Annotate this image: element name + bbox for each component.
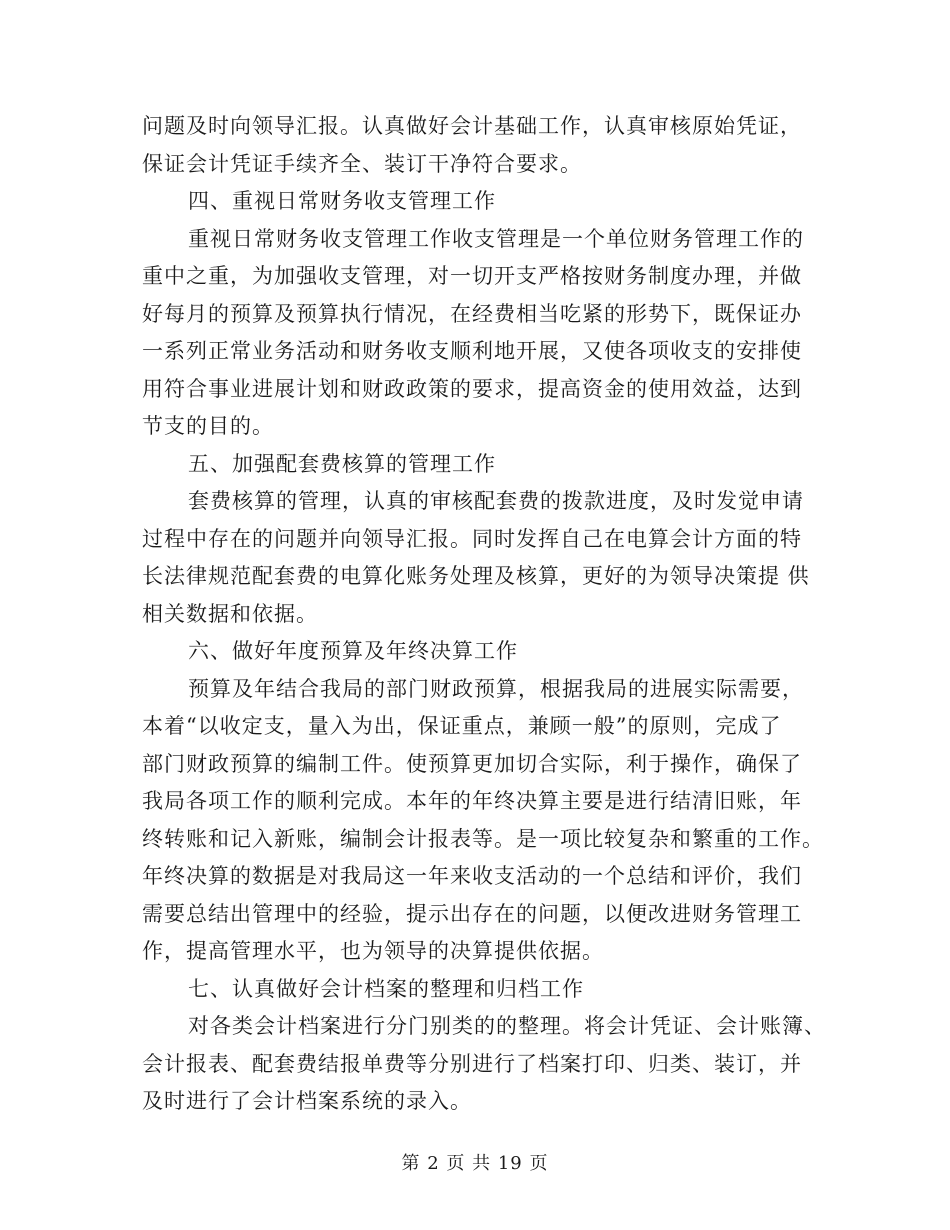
paragraph-line: 对各类会计档案进行分门别类的的整理。将会计凭证、会计账簿、: [188, 1014, 826, 1038]
paragraph-line: 节支的目的。: [142, 414, 274, 438]
paragraph-line: 会计报表、配套费结报单费等分别进行了档案打印、归类、装订，并: [142, 1052, 802, 1076]
paragraph-line: 过程中存在的问题并向领导汇报。同时发挥自己在电算会计方面的特: [142, 527, 802, 551]
section-heading: 七、认真做好会计档案的整理和归档工作: [188, 977, 584, 1001]
paragraph-line: 终转账和记入新账，编制会计报表等。是一项比较复杂和繁重的工作。: [142, 827, 824, 851]
paragraph-line: 套费核算的管理，认真的审核配套费的拨款进度，及时发觉申请: [188, 489, 804, 513]
section-heading: 四、重视日常财务收支管理工作: [188, 189, 496, 213]
paragraph-line: 作，提高管理水平，也为领导的决算提供依据。: [142, 939, 604, 963]
paragraph-line: 本着“以收定支，量入为出，保证重点，兼顾一般”的原则，完成了: [142, 714, 782, 738]
paragraph-line: 重视日常财务收支管理工作收支管理是一个单位财务管理工作的: [188, 227, 804, 251]
paragraph-line: 好每月的预算及预算执行情况，在经费相当吃紧的形势下，既保证办: [142, 302, 802, 326]
paragraph-line: 及时进行了会计档案系统的录入。: [142, 1089, 472, 1113]
paragraph-line: 问题及时向领导汇报。认真做好会计基础工作，认真审核原始凭证，: [142, 114, 802, 138]
section-heading: 六、做好年度预算及年终决算工作: [188, 639, 518, 663]
paragraph-line: 保证会计凭证手续齐全、装订干净符合要求。: [142, 152, 582, 176]
paragraph-line: 相关数据和依据。: [142, 602, 318, 626]
paragraph-line: 年终决算的数据是对我局这一年来收支活动的一个总结和评价，我们: [142, 864, 802, 888]
paragraph-line: 用符合事业进展计划和财政政策的要求，提高资金的使用效益，达到: [142, 377, 802, 401]
section-heading: 五、加强配套费核算的管理工作: [188, 452, 496, 476]
paragraph-line: 部门财政预算的编制工件。使预算更加切合实际，利于操作，确保了: [142, 752, 802, 776]
paragraph-line: 长法律规范配套费的电算化账务处理及核算，更好的为领导决策提 供: [142, 564, 810, 588]
paragraph-line: 我局各项工作的顺利完成。本年的年终决算主要是进行结清旧账，年: [142, 789, 802, 813]
paragraph-line: 重中之重，为加强收支管理，对一切开支严格按财务制度办理，并做: [142, 264, 802, 288]
page-number-footer: 第 2 页 共 19 页: [401, 1153, 549, 1174]
paragraph-line: 一系列正常业务活动和财务收支顺利地开展，又使各项收支的安排使: [142, 339, 802, 363]
paragraph-line: 预算及年结合我局的部门财政预算，根据我局的进展实际需要，: [188, 677, 804, 701]
paragraph-line: 需要总结出管理中的经验，提示出存在的问题，以便改进财务管理工: [142, 902, 802, 926]
